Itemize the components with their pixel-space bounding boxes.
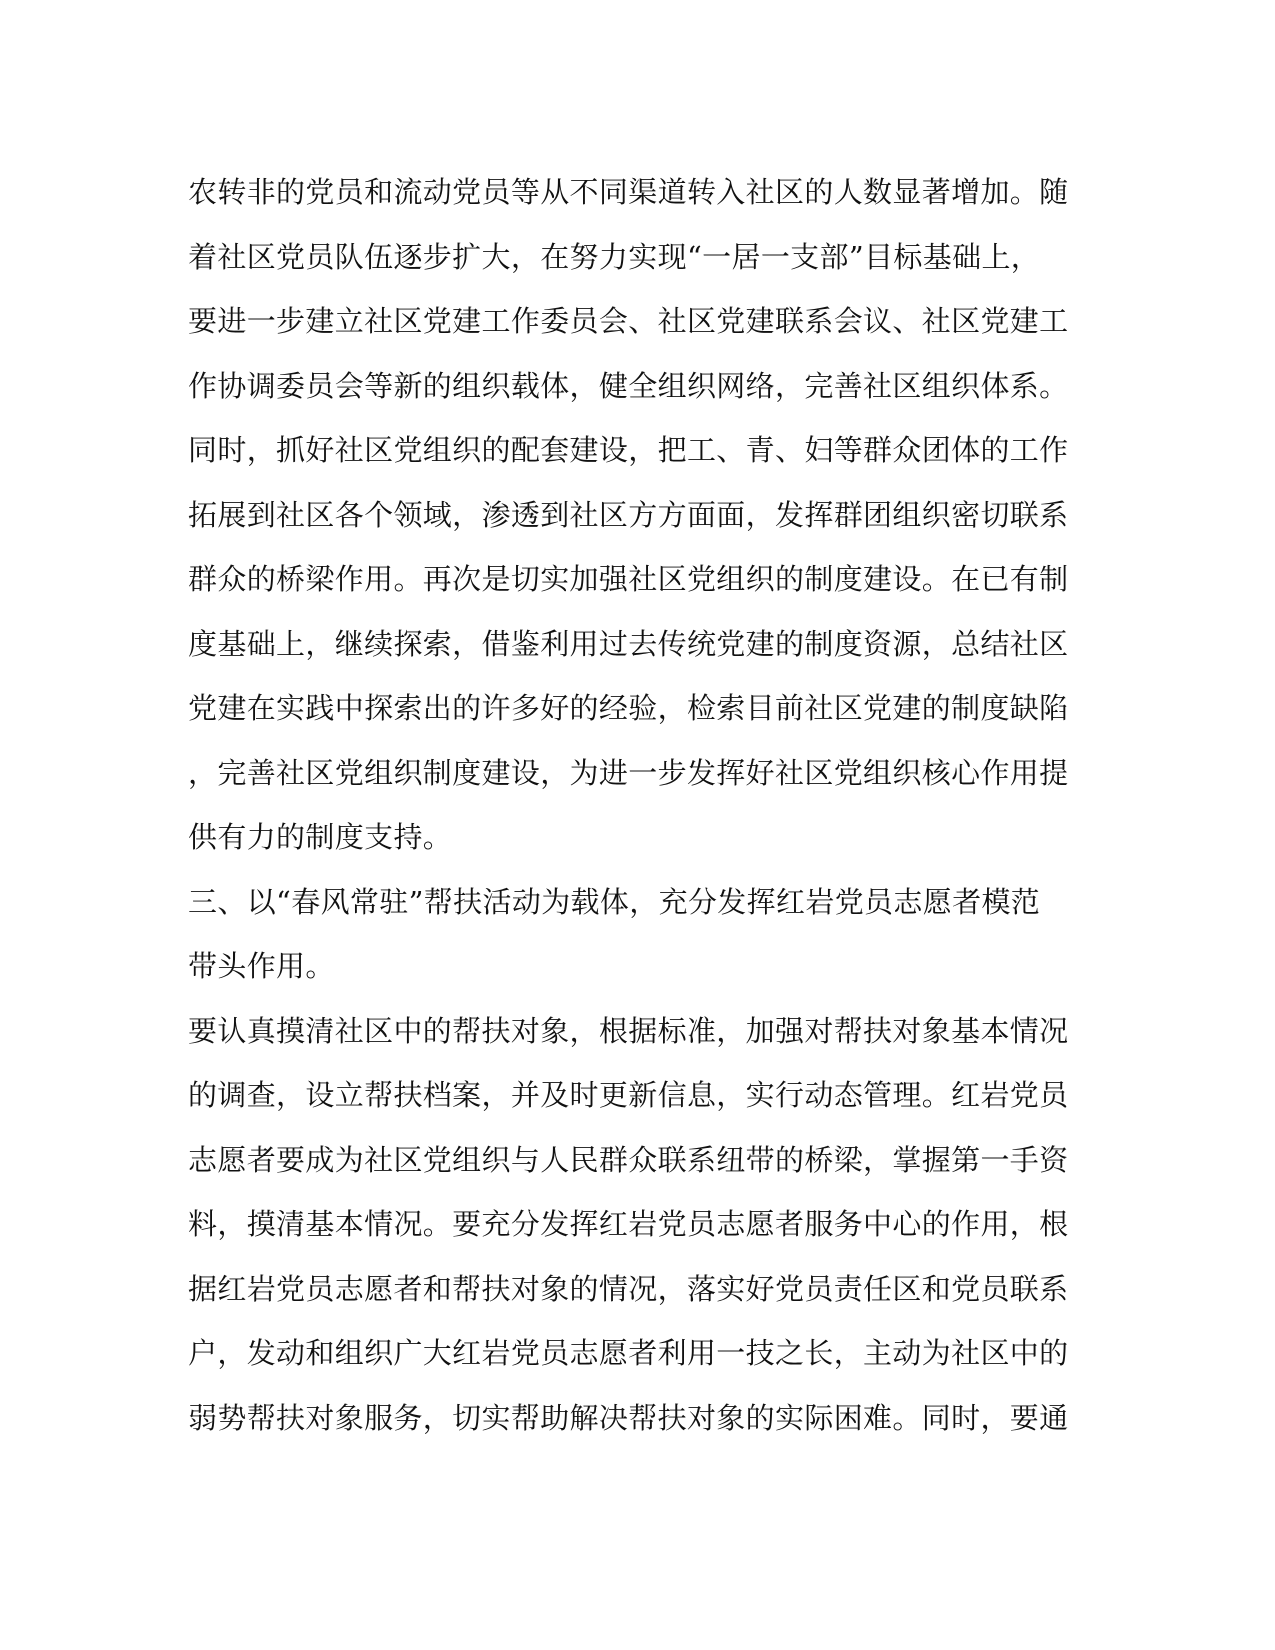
section-heading: 带头作用。 — [188, 949, 335, 983]
text-line: 党建在实践中探索出的许多好的经验，检索目前社区党建的制度缺陷 — [188, 691, 1069, 725]
text-line: 拓展到社区各个领域，渗透到社区方方面面，发挥群团组织密切联系 — [188, 497, 1069, 532]
text-line: 群众的桥梁作用。再次是切实加强社区党组织的制度建设。在已有制 — [188, 562, 1069, 596]
text-line: 据红岩党员志愿者和帮扶对象的情况，落实好党员责任区和党员联系 — [188, 1271, 1069, 1306]
text-line: 要进一步建立社区党建工作委员会、社区党建联系会议、社区党建工 — [188, 304, 1069, 338]
text-line: 要认真摸清社区中的帮扶对象，根据标准，加强对帮扶对象基本情况 — [188, 1013, 1069, 1048]
text-line: ，完善社区党组织制度建设，为进一步发挥好社区党组织核心作用提 — [188, 755, 1069, 790]
text-line: 作协调委员会等新的组织载体，健全组织网络，完善社区组织体系。 — [188, 368, 1069, 403]
text-line: 志愿者要成为社区党组织与人民群众联系纽带的桥梁，掌握第一手资 — [188, 1142, 1069, 1177]
text-line: 供有力的制度支持。 — [188, 820, 453, 854]
text-line: 着社区党员队伍逐步扩大，在努力实现“一居一支部”目标基础上， — [188, 239, 1041, 274]
section-heading: 三、以“春风常驻”帮扶活动为载体，充分发挥红岩党员志愿者模范 — [188, 884, 1041, 919]
text-line: 度基础上，继续探索，借鉴利用过去传统党建的制度资源，总结社区 — [188, 626, 1069, 661]
text-line: 户，发动和组织广大红岩党员志愿者利用一技之长，主动为社区中的 — [188, 1336, 1069, 1370]
text-line: 料，摸清基本情况。要充分发挥红岩党员志愿者服务中心的作用，根 — [188, 1207, 1069, 1241]
text-line: 弱势帮扶对象服务，切实帮助解决帮扶对象的实际困难。同时，要通 — [188, 1400, 1069, 1435]
text-line: 同时，抓好社区党组织的配套建设，把工、青、妇等群众团体的工作 — [188, 433, 1069, 467]
text-line: 农转非的党员和流动党员等从不同渠道转入社区的人数显著增加。随 — [188, 175, 1069, 209]
body-text — [188, 160, 1068, 1450]
text-line: 的调查，设立帮扶档案，并及时更新信息，实行动态管理。红岩党员 — [188, 1078, 1069, 1112]
